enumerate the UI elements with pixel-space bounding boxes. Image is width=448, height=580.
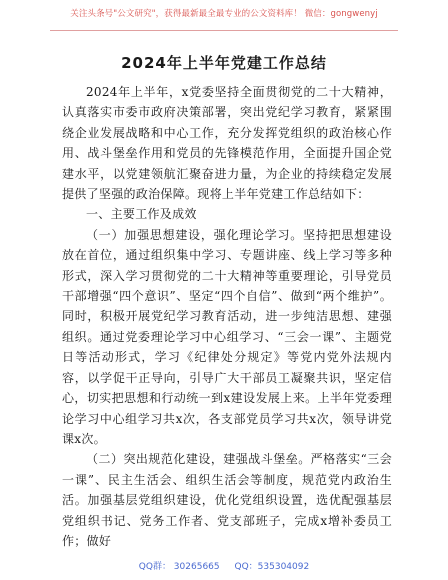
footer xyxy=(0,559,448,572)
document-body xyxy=(62,82,392,551)
document-title: 2024年上半年党建工作总结 xyxy=(121,54,327,72)
paragraph-2: （二）突出规范化建设，建强战斗堡垒。严格落实“三会一课”、民主生活会、组织生活会等制度，规范党内政治生活。加强基层党组织建设，优化党组织设置，选优配强基层党组织书记、党务工作者、党支部班子，完成x增补委员工作；做好 xyxy=(62,452,392,548)
intro-paragraph: 2024年上半年，x党委坚持全面贯彻党的二十大精神，认真落实市委市政府决策部署，突出党纪学习教育，紧紧围绕企业发展战略和中心工作，充分发挥党组织的政治核心作用、战斗堡垒作用和党员的先锋模范作用，全面提升国企党建水平，以党建领航汇聚奋进力量，为企业的持续稳定发展提供了坚强的政治保障。现将上半年党建工作总结如下： xyxy=(62,85,392,202)
header-divider xyxy=(50,30,398,31)
paragraph-1: （一）加强思想建设，强化理论学习。坚持把思想建设放在首位，通过组织集中学习、专题讲座、线上学习等多种形式，深入学习贯彻党的二十大精神等重要理论，引导党员干部增强“四个意识”、坚定“四个自信”、做到“两个维护”。同时，积极开展党纪学习教育活动，进一步纯洁思想、建强组织。通过党委理论学习中心组学习、“三会一课”、主题党日等活动形式，学习《纪律处分规定》等党内党外法规内容，以学促干正导向，引导广大干部员工凝聚共识，坚定信心，切实把思想和行动统一到x建设发展上来。上半年党委理论学习中心组学习共x次，各支部党员学习共x次，领导讲党课x次。 xyxy=(62,227,392,446)
section-heading: 一、主要工作及成效 xyxy=(86,207,197,222)
footer-qq: QQ：535304092 xyxy=(234,562,310,572)
footer-qq-group: QQ群： 30265665 xyxy=(138,562,220,572)
header-note: 关注头条号"公文研究"，获得最新最全最专业的公文资料库！ 微信：gongwenyj xyxy=(70,9,378,19)
